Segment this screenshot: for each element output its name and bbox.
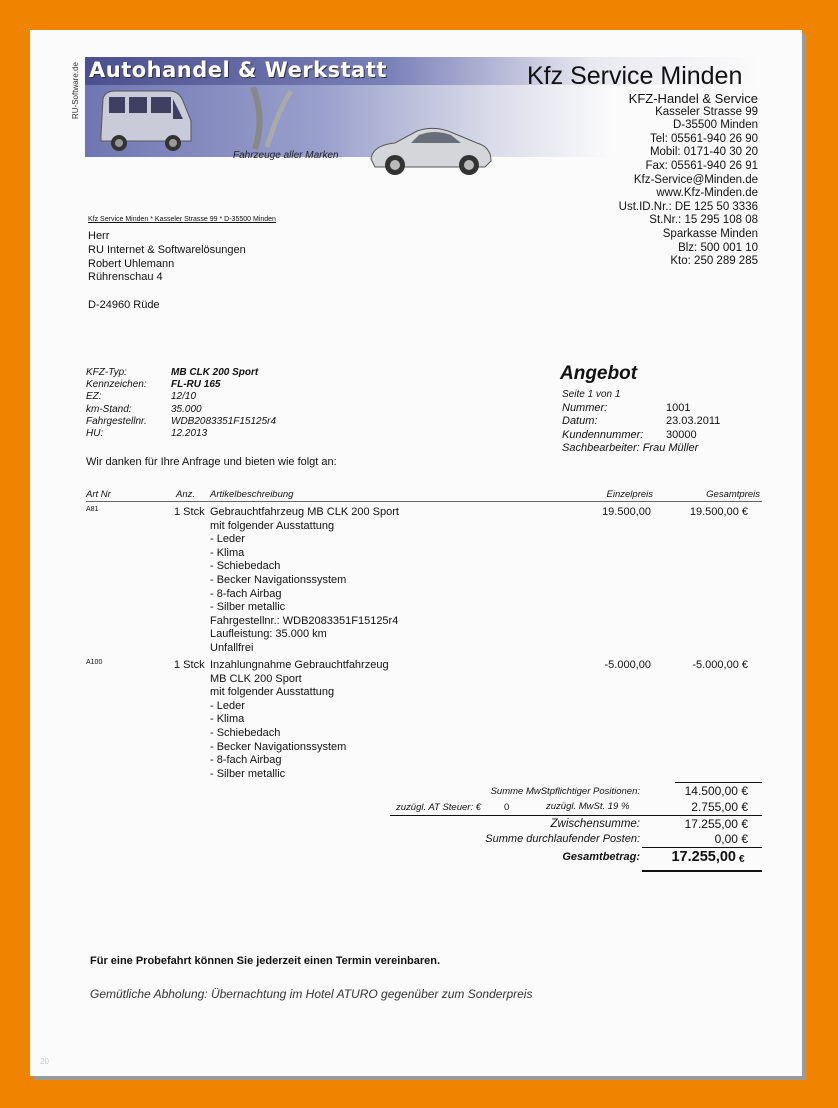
desc-line: - Becker Navigationssystem	[210, 740, 347, 753]
col-header-qty: Anz.	[176, 489, 196, 500]
row2-unit-price: -5.000,00	[604, 659, 651, 671]
logo-mark	[245, 79, 301, 153]
company-line: KFZ-Handel & Service	[628, 91, 758, 106]
vehicle-mileage: 35.000	[171, 403, 202, 415]
grand-total-value: 17.255,00	[671, 849, 736, 865]
offer-number: 1001	[666, 401, 691, 414]
vat-label: zuzügl. MwSt. 19 %	[546, 801, 630, 812]
desc-line: - 8-fach Airbag	[210, 754, 282, 767]
car-image	[365, 117, 495, 179]
grand-top-rule	[642, 847, 762, 848]
desc-line: - Schiebedach	[210, 726, 281, 739]
test-drive-note: Für eine Probefahrt können Sie jederzeit einen Termin vereinbaren.	[90, 955, 441, 967]
taxable-label: Summe MwStpflichtiger Positionen:	[490, 786, 640, 797]
recipient-street: Rührenschau 4	[88, 271, 163, 284]
vehicle-label: EZ:	[86, 391, 102, 403]
company-line: D-35500 Minden	[672, 119, 758, 132]
desc-line: - Schiebedach	[210, 560, 281, 573]
vehicle-label: Kennzeichen:	[86, 379, 147, 391]
desc-line: Gebrauchtfahrzeug MB CLK 200 Sport	[210, 506, 399, 518]
subtotal-rule	[390, 815, 762, 816]
taxable-value: 14.500,00 €	[684, 784, 748, 798]
desc-line: - Silber metallic	[210, 601, 286, 614]
header-divider	[86, 501, 762, 502]
subtotal-value: 17.255,00 €	[684, 817, 748, 831]
van-image	[97, 85, 195, 157]
desc-line: Laufleistung: 35.000 km	[210, 628, 327, 641]
vehicle-hu: 12.2013	[171, 428, 208, 440]
company-line: Sparkasse Minden	[662, 227, 758, 240]
row1-description	[210, 506, 399, 656]
desc-line: - Becker Navigationssystem	[210, 573, 347, 586]
intro-text: Wir danken für Ihre Anfrage und bieten wie folgt an:	[86, 456, 337, 468]
passthrough-value: 0,00 €	[714, 832, 748, 846]
col-header-art: Art Nr	[86, 489, 111, 500]
desc-line: mit folgender Ausstattung	[210, 519, 335, 532]
offer-date: 23.03.2011	[666, 415, 721, 427]
company-line: Kasseler Strasse 99	[655, 105, 758, 118]
desc-line: Unfallfrei	[210, 641, 254, 654]
row2-art: A100	[86, 659, 103, 666]
desc-line: - Silber metallic	[210, 767, 286, 780]
vehicle-labels	[86, 367, 147, 440]
at-tax-value: 0	[504, 802, 510, 813]
company-line: Blz: 500 001 10	[678, 241, 758, 254]
brand-name: Autohandel & Werkstatt	[89, 58, 387, 82]
company-line: Ust.ID.Nr.: DE 125 50 3336	[618, 200, 758, 213]
sender-line: Kfz Service Minden * Kasseler Strasse 99 * D-35500 Minden	[88, 216, 276, 223]
row2-qty: 1 Stck	[174, 659, 205, 671]
recipient-address	[88, 230, 246, 313]
recipient-name: Robert Uhlemann	[88, 257, 175, 270]
col-header-unit: Einzelpreis	[606, 489, 653, 500]
vehicle-label: KFZ-Typ:	[86, 367, 127, 378]
recipient-company: RU Internet & Softwarelösungen	[88, 243, 246, 256]
company-line: www.Kfz-Minden.de	[656, 187, 758, 200]
customer-number: 30000	[666, 428, 697, 441]
vehicle-type: MB CLK 200 Sport	[171, 367, 259, 378]
company-line: Kto: 250 289 285	[670, 255, 758, 268]
desc-line: Inzahlungnahme Gebrauchtfahrzeug	[210, 659, 389, 671]
offer-details	[562, 388, 721, 456]
at-tax-label: zuzügl. AT Steuer: €	[396, 802, 482, 813]
subtotal-label: Zwischensumme:	[550, 818, 640, 830]
row1-unit-price: 19.500,00	[602, 506, 651, 518]
desc-line: Fahrgestellnr.: WDB2083351F15125r4	[210, 614, 399, 627]
desc-line: - Leder	[210, 699, 245, 712]
row1-art: A81	[86, 506, 99, 513]
col-header-total: Gesamtpreis	[706, 489, 760, 500]
invoice-page	[30, 30, 802, 1076]
vehicle-vin: WDB2083351F15125r4	[171, 415, 277, 427]
row2-total: -5.000,00 €	[692, 659, 748, 671]
passthrough-label: Summe durchlaufender Posten:	[485, 833, 640, 845]
desc-line: - Klima	[210, 713, 245, 726]
desc-line: - Klima	[210, 546, 245, 559]
recipient-city: D-24960 Rüde	[88, 299, 160, 312]
side-label: RU-Software.de	[71, 62, 80, 119]
customer-number-label: Kundennummer:	[562, 428, 644, 441]
company-line: Tel: 05561-940 26 90	[649, 132, 758, 145]
recipient-salutation: Herr	[88, 230, 110, 242]
desc-line: - Leder	[210, 533, 245, 546]
vat-value: 2.755,00 €	[691, 800, 748, 814]
vehicle-label: km-Stand:	[86, 403, 132, 415]
offer-date-label: Datum:	[562, 415, 598, 427]
col-header-desc: Artikelbeschreibung	[210, 489, 294, 500]
vehicle-values	[171, 367, 276, 440]
company-line: Fax: 05561-940 26 91	[645, 159, 758, 172]
company-line: Mobil: 0171-40 30 20	[649, 146, 758, 159]
page-number: 20	[40, 1057, 49, 1066]
offer-page: Seite 1 von 1	[562, 389, 621, 400]
company-title: Kfz Service Minden	[527, 62, 743, 90]
row1-qty: 1 Stck	[174, 506, 205, 518]
pickup-note: Gemütliche Abholung: Übernachtung im Hotel ATURO gegenüber zum Sonderpreis	[90, 987, 533, 1001]
desc-line: MB CLK 200 Sport	[210, 672, 302, 685]
row2-description	[210, 659, 389, 781]
company-line: Kfz-Service@Minden.de	[633, 173, 758, 186]
vehicle-plate: FL-RU 165	[171, 379, 221, 391]
grand-total-currency: €	[739, 854, 745, 865]
company-line: St.Nr.: 15 295 108 08	[649, 214, 758, 227]
slogan: Fahrzeuge aller Marken	[233, 150, 339, 161]
company-info	[619, 92, 758, 269]
desc-line: - 8-fach Airbag	[210, 587, 282, 600]
totals-top-rule	[675, 782, 762, 783]
vehicle-label: Fahrgestellnr.	[86, 415, 147, 427]
offer-number-label: Nummer:	[562, 401, 608, 414]
grand-bottom-rule	[642, 870, 762, 872]
vehicle-label: HU:	[86, 428, 104, 440]
grand-total-label: Gesamtbetrag:	[562, 851, 640, 863]
row1-total: 19.500,00 €	[689, 506, 748, 518]
desc-line: mit folgender Ausstattung	[210, 686, 335, 699]
offer-title: Angebot	[560, 363, 638, 384]
offer-clerk: Sachbearbeiter: Frau Müller	[562, 442, 699, 454]
vehicle-registration: 12/10	[171, 391, 197, 403]
